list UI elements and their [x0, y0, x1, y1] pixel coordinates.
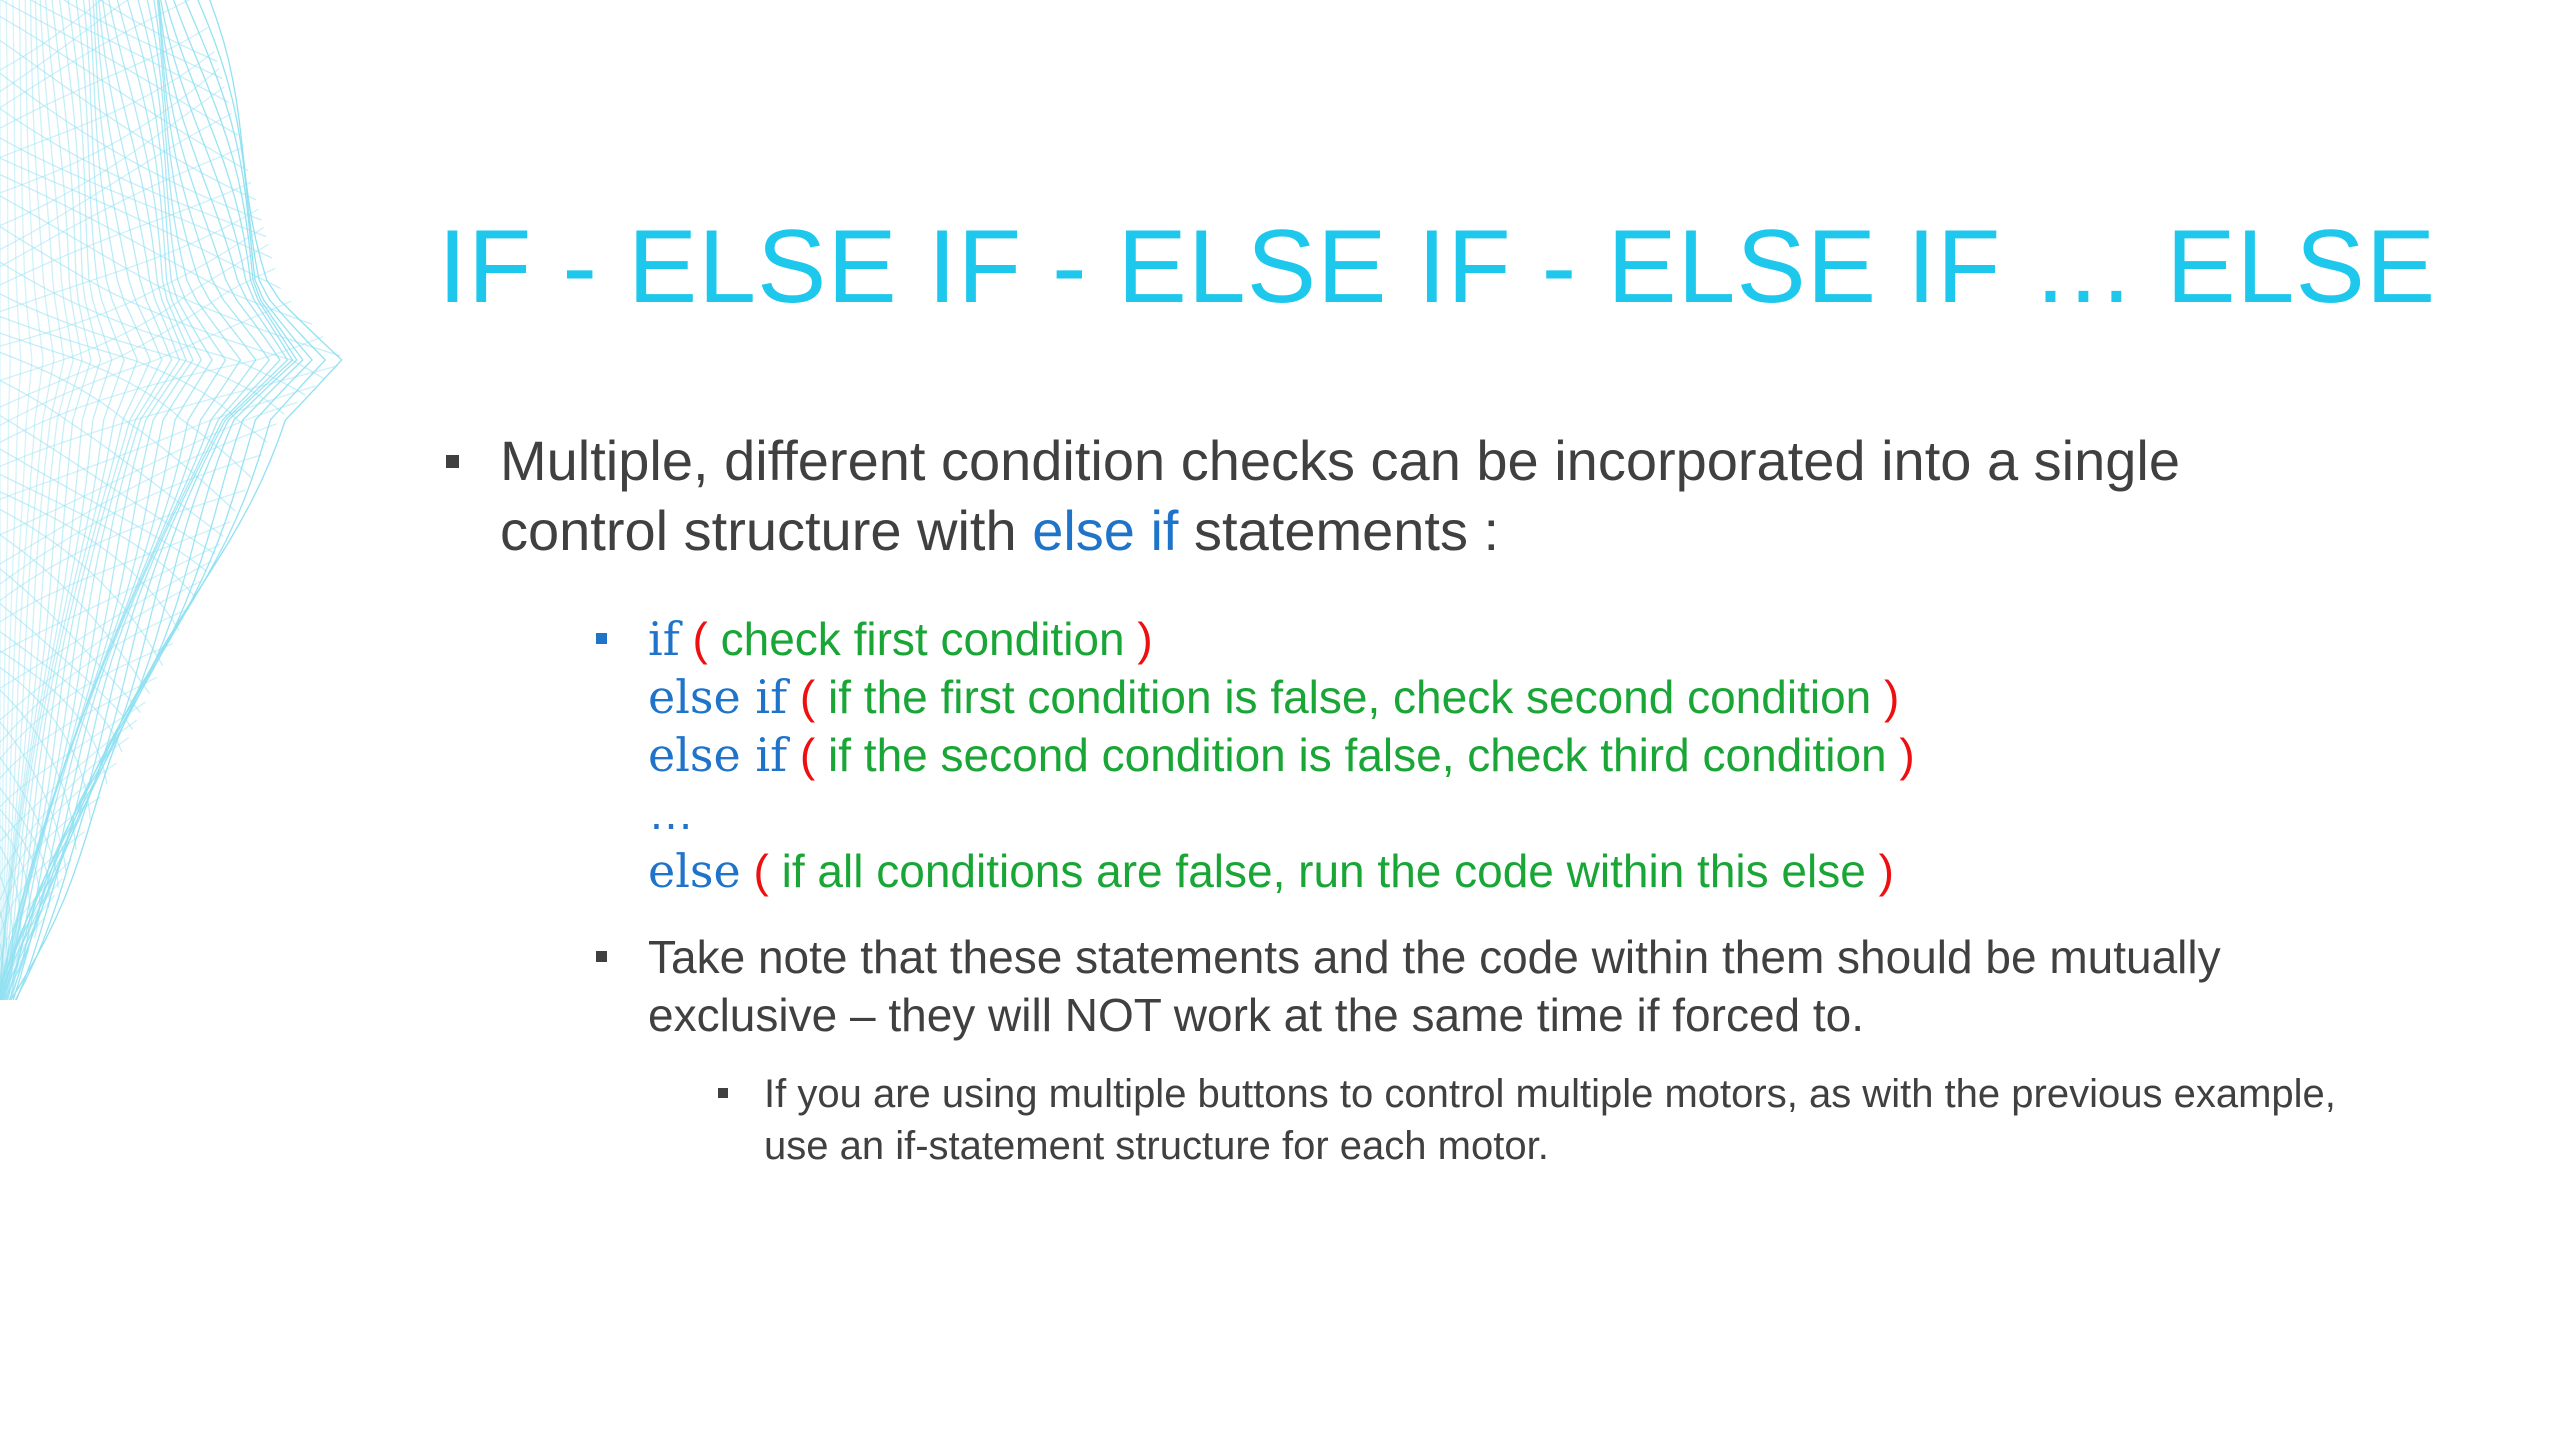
code-keyword: if	[648, 612, 680, 666]
square-bullet-icon	[718, 1088, 728, 1098]
bullet-mutually-exclusive	[588, 928, 2338, 1172]
square-bullet-icon	[596, 633, 607, 644]
bullet-multiple-conditions	[438, 426, 2338, 1172]
code-ellipsis: …	[648, 787, 694, 839]
bullet-text-before: Multiple, different condition checks can be incorporated into a single control structure with	[500, 429, 2180, 562]
close-paren: )	[1137, 613, 1153, 665]
close-paren: )	[1878, 845, 1894, 897]
bullet-list-level-2	[588, 610, 2338, 1172]
code-line-else-if-1	[648, 668, 2338, 726]
wireframe-mesh-decoration	[0, 0, 360, 1000]
code-condition: if all conditions are false, run the code within this else	[768, 845, 1879, 897]
code-line-else-if-2	[648, 726, 2338, 784]
code-condition: if the second condition is false, check third condition	[815, 729, 1900, 781]
code-keyword: else if	[648, 728, 788, 782]
else-if-highlight: else if	[1032, 499, 1179, 562]
bullet-multiple-buttons	[714, 1068, 2338, 1172]
slide-body	[438, 426, 2338, 1172]
close-paren: )	[1899, 729, 1915, 781]
square-bullet-icon	[596, 951, 607, 962]
open-paren: (	[692, 613, 708, 665]
code-line-else	[648, 842, 2338, 900]
code-keyword: else if	[648, 670, 788, 724]
code-example-bullet	[588, 610, 2338, 900]
code-line-if	[648, 610, 2338, 668]
open-paren: (	[799, 729, 816, 781]
open-paren: (	[799, 671, 816, 723]
bullet-text: If you are using multiple buttons to control multiple motors, as with the previous example, use an if-statement structure for each motor.	[764, 1072, 2336, 1168]
close-paren: )	[1884, 671, 1900, 723]
open-paren: (	[753, 845, 769, 897]
code-condition: check first condition	[707, 613, 1138, 665]
bullet-list-level-1	[438, 426, 2338, 1172]
slide-title: IF - ELSE IF - ELSE IF - ELSE IF … ELSE	[438, 209, 2437, 325]
code-keyword: else	[648, 844, 741, 898]
code-condition: if the first condition is false, check second condition	[815, 671, 1885, 723]
square-bullet-icon	[446, 455, 459, 468]
bullet-list-level-3	[714, 1068, 2338, 1172]
bullet-text-after: statements :	[1178, 499, 1500, 562]
bullet-text: Take note that these statements and the code within them should be mutually exclusive – they will NOT work at the same time if forced to.	[648, 931, 2221, 1041]
